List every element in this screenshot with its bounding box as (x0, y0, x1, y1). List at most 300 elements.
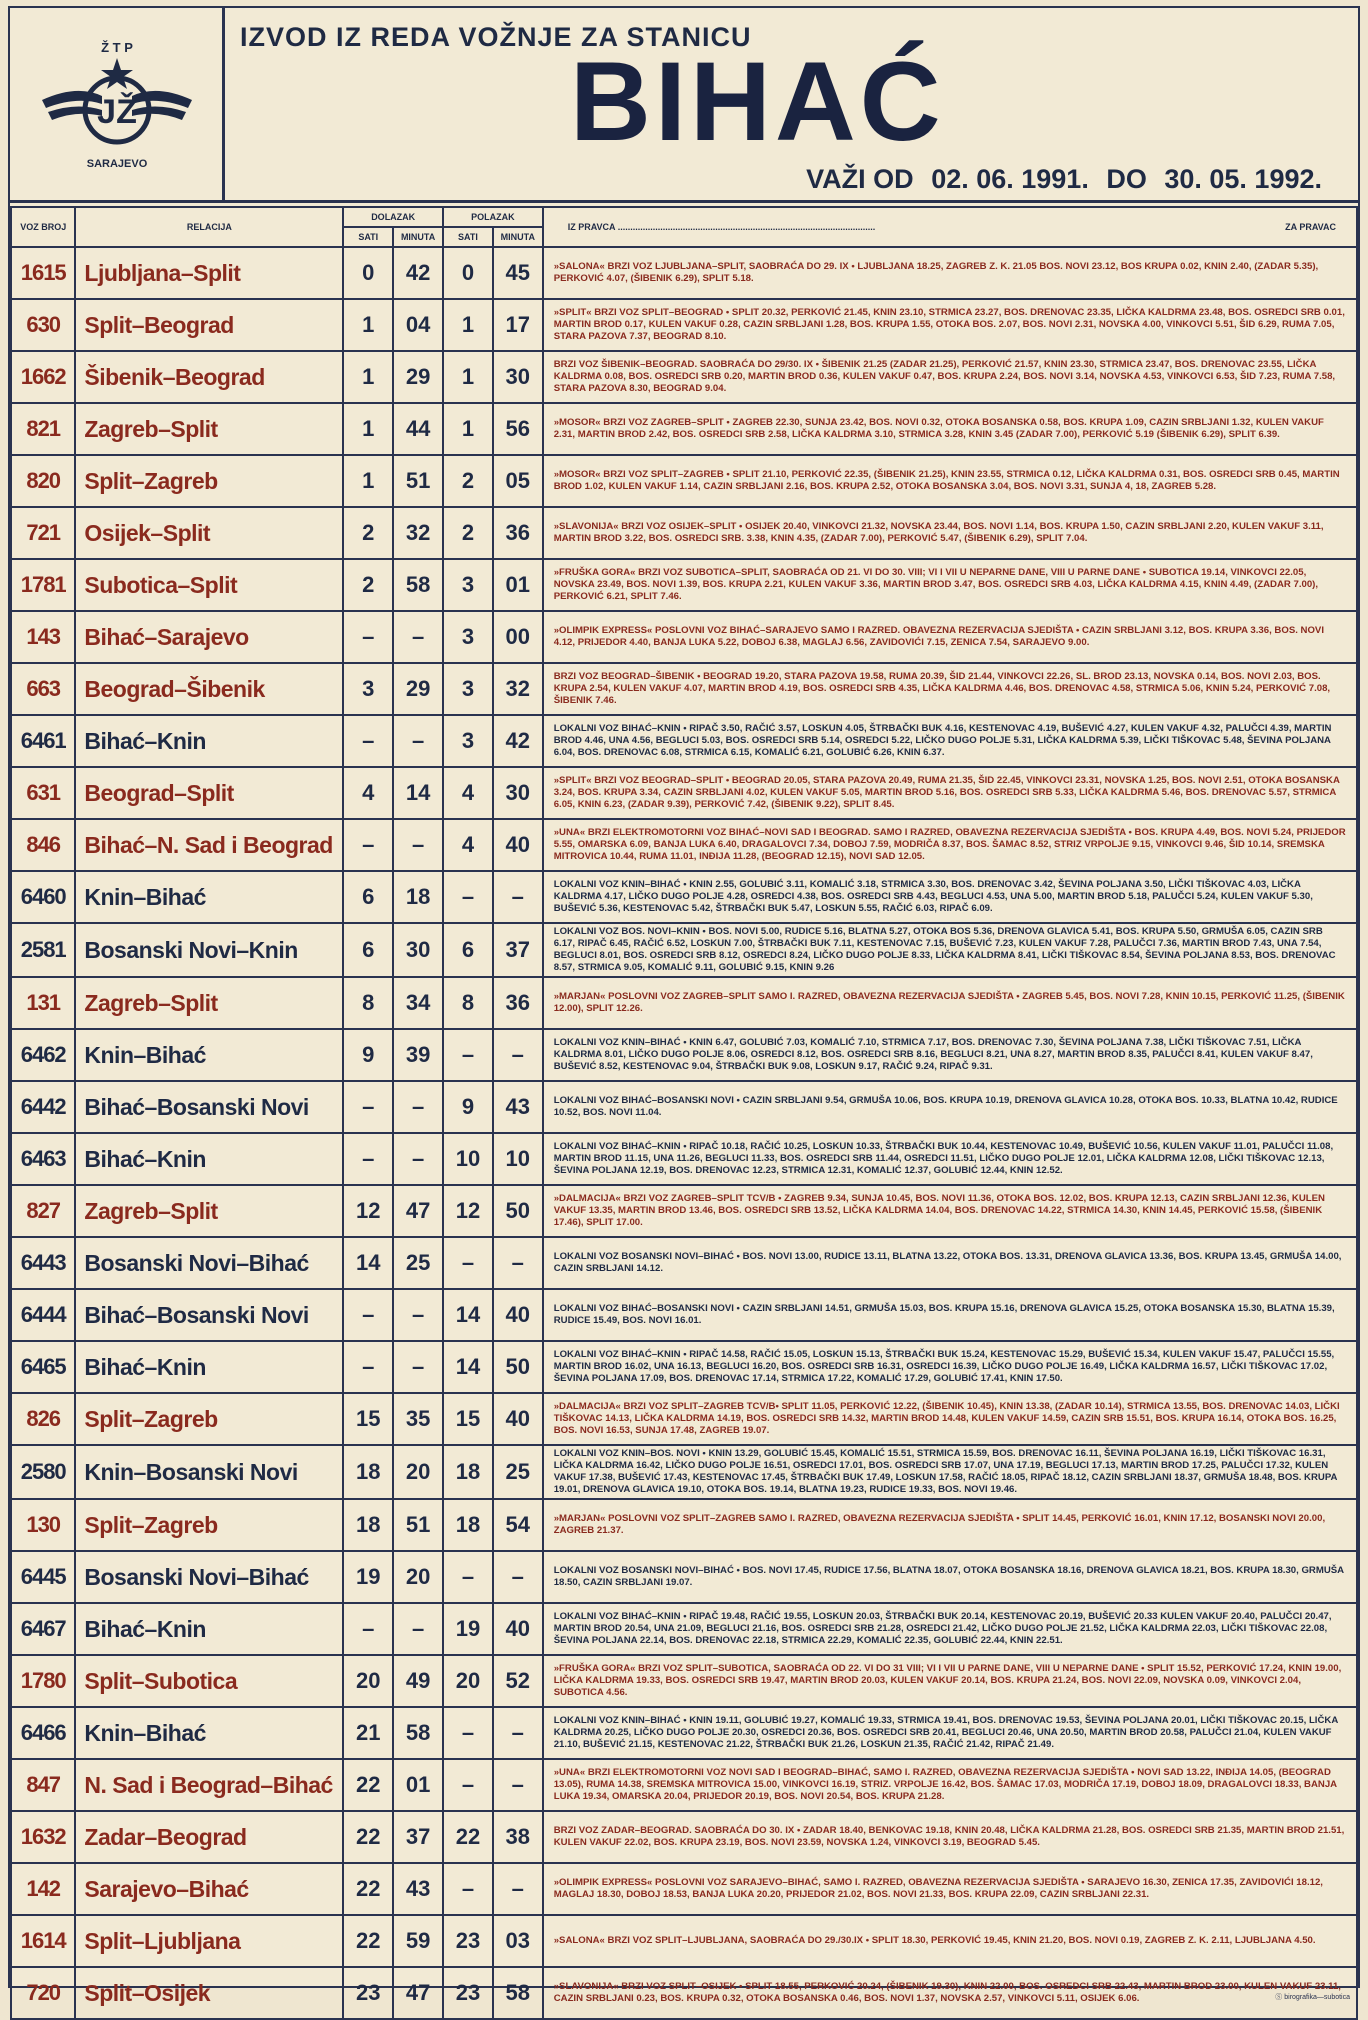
arrival-minute: 04 (393, 299, 443, 351)
table-row (11, 977, 1357, 1029)
route: Bosanski Novi–Bihać (75, 1237, 343, 1289)
table-row (11, 1759, 1357, 1811)
arrival-minute: 58 (393, 1707, 443, 1759)
arrival-minute: 25 (393, 1237, 443, 1289)
col-header-train-number: VOZ BROJ (11, 207, 75, 247)
departure-minute: 00 (493, 611, 543, 663)
arrival-minute: 47 (393, 1185, 443, 1237)
table-row (11, 1499, 1357, 1551)
departure-hour: 6 (443, 923, 493, 977)
route: Bosanski Novi–Knin (75, 923, 343, 977)
train-number: 6442 (11, 1081, 75, 1133)
arrival-hour: 6 (343, 871, 393, 923)
departure-minute: 50 (493, 1341, 543, 1393)
arrival-minute: – (393, 1603, 443, 1655)
departure-minute: 45 (493, 247, 543, 299)
departure-minute: 40 (493, 819, 543, 871)
ztp-logo-icon (32, 22, 202, 182)
departure-minute: 40 (493, 1393, 543, 1445)
route: N. Sad i Beograd–Bihać (75, 1759, 343, 1811)
arrival-minute: 51 (393, 1499, 443, 1551)
arrival-hour: 23 (343, 1967, 393, 2019)
arrival-minute: 34 (393, 977, 443, 1029)
arrival-minute: 20 (393, 1551, 443, 1603)
table-row (11, 1341, 1357, 1393)
route-stops: LOKALNI VOZ BIHAĆ–BOSANSKI NOVI • CAZIN SRBLJANI 9.54, GRMUŠA 10.06, BOS. KRUPA 10.19, DRENOVA GLAVICA 10.28, OTOKA BOS. 10.33, BLATNA 10.42, RUDICE 10.52, BOS. NOVI 11.04. (543, 1081, 1357, 1133)
train-number: 2581 (11, 923, 75, 977)
col-header-departure-hours: SATI (443, 227, 493, 247)
table-row (11, 1603, 1357, 1655)
departure-minute: 58 (493, 1967, 543, 2019)
train-number: 846 (11, 819, 75, 871)
table-row (11, 559, 1357, 611)
route: Sarajevo–Bihać (75, 1863, 343, 1915)
table-row (11, 1655, 1357, 1707)
col-header-from: IZ PRAVCA ....................................................................................................... (567, 222, 876, 232)
col-header-arrival-hours: SATI (343, 227, 393, 247)
route: Split–Subotica (75, 1655, 343, 1707)
departure-hour: 10 (443, 1133, 493, 1185)
departure-hour: 1 (443, 403, 493, 455)
arrival-hour: 1 (343, 299, 393, 351)
route-stops: LOKALNI VOZ BOSANSKI NOVI–BIHAĆ • BOS. NOVI 13.00, RUDICE 13.11, BLATNA 13.22, OTOKA BOS. 13.31, DRENOVA GLAVICA 13.36, BOS. KRUPA 13.45, GRMUŠA 14.00, CAZIN SRBLJANI 14.12. (543, 1237, 1357, 1289)
table-row (11, 923, 1357, 977)
departure-hour: 1 (443, 351, 493, 403)
departure-minute: 36 (493, 507, 543, 559)
arrival-hour: 6 (343, 923, 393, 977)
route: Zagreb–Split (75, 403, 343, 455)
arrival-hour: 22 (343, 1811, 393, 1863)
table-row (11, 1551, 1357, 1603)
arrival-minute: 01 (393, 1759, 443, 1811)
train-number: 821 (11, 403, 75, 455)
departure-hour: 1 (443, 299, 493, 351)
arrival-minute: – (393, 611, 443, 663)
route: Osijek–Split (75, 507, 343, 559)
train-number: 631 (11, 767, 75, 819)
departure-minute: 03 (493, 1915, 543, 1967)
arrival-hour: 1 (343, 403, 393, 455)
route-stops: »MARJAN« POSLOVNI VOZ SPLIT–ZAGREB SAMO I. RAZRED, OBAVEZNA REZERVACIJA SJEDIŠTA • SPLIT 14.45, PERKOVIĆ 16.01, KNIN 17.12, BOSANSKI NOVI 20.00, ZAGREB 21.37. (543, 1499, 1357, 1551)
train-number: 131 (11, 977, 75, 1029)
arrival-minute: 18 (393, 871, 443, 923)
timetable-body (11, 247, 1357, 2019)
route-stops: BRZI VOZ ŠIBENIK–BEOGRAD. SAOBRAĆA DO 29/30. IX • ŠIBENIK 21.25 (ZADAR 21.25), PERKOVIĆ 21.57, KNIN 23.30, STRMICA 23.47, BOS. DRENOVAC 23.55, LIČKA KALDRMA 0.08, BOS. OSREDCI SRB 0.20, MARTIN BROD 0.36, KULEN VAKUF 0.47, BOS. KRUPA 2.24, BOS. NOVI 3.14, NOVSKA 4.53, VINKOVCI 6.53, ŠID 7.23, RUMA 7.58, STARA PAZOVA 8.30, BEOGRAD 9.04. (543, 351, 1357, 403)
arrival-minute: – (393, 1133, 443, 1185)
arrival-minute: – (393, 1341, 443, 1393)
table-row (11, 1863, 1357, 1915)
arrival-hour: 3 (343, 663, 393, 715)
table-row (11, 507, 1357, 559)
departure-hour: 23 (443, 1967, 493, 2019)
train-number: 2580 (11, 1445, 75, 1499)
route-stops: »OLIMPIK EXPRESS« POSLOVNI VOZ BIHAĆ–SARAJEVO SAMO I RAZRED. OBAVEZNA REZERVACIJA SJEDIŠTA • CAZIN SRBLJANI 3.12, BOS. KRUPA 3.36, BOS. NOVI 4.12, PRIJEDOR 4.40, BANJA LUKA 5.22, DOBOJ 6.38, MAGLAJ 6.56, ZAVIDOVIĆI 7.15, ZENICA 7.54, SARAJEVO 9.00. (543, 611, 1357, 663)
departure-minute: 54 (493, 1499, 543, 1551)
departure-hour: – (443, 1863, 493, 1915)
col-header-arrival-minutes: MINUTA (393, 227, 443, 247)
arrival-hour: 1 (343, 351, 393, 403)
departure-minute: – (493, 871, 543, 923)
arrival-minute: 44 (393, 403, 443, 455)
train-number: 1615 (11, 247, 75, 299)
departure-minute: 36 (493, 977, 543, 1029)
route-stops: »DALMACIJA« BRZI VOZ SPLIT–ZAGREB TCV/B• SPLIT 11.05, PERKOVIĆ 12.22, (ŠIBENIK 10.45), KNIN 13.38, (ZADAR 10.14), STRMICA 13.55, BOS. DRENOVAC 14.03, LIČKI TIŠKOVAC 14.13, LIČKA KALDRMA 14.19, BOS. OSREDCI SRB 14.32, MARTIN BROD 14.48, KULEN VAKUF 14.59, CAZIN SRB 15.51, BOS. KRUPA 16.14, OTOKA BOS. 16.25, BOS. NOVI 16.53, SUNJA 17.48, ZAGREB 19.07. (543, 1393, 1357, 1445)
departure-hour: – (443, 1237, 493, 1289)
arrival-hour: 22 (343, 1759, 393, 1811)
table-row (11, 1133, 1357, 1185)
arrival-hour: 2 (343, 559, 393, 611)
departure-hour: – (443, 871, 493, 923)
departure-minute: 30 (493, 767, 543, 819)
table-row (11, 715, 1357, 767)
route-stops: LOKALNI VOZ KNIN–BIHAĆ • KNIN 2.55, GOLUBIĆ 3.11, KOMALIĆ 3.18, STRMICA 3.30, BOS. DRENOVAC 3.42, ŠEVINA POLJANA 3.50, LIČKI TIŠKOVAC 4.03, LIČKA KALDRMA 4.17, LIČKO DUGO POLJE 4.28, OSREDCI 4.38, BOS. OSREDCI SRB 4.43, BEGLUCI 4.53, UNA 5.00, MARTIN BROD 5.18, PALUČCI 5.24, KULEN VAKUF 5.30, BUŠEVIĆ 5.36, KESTENOVAC 5.42, ŠTRBAČKI BUK 5.47, LOSKUN 5.55, RAČIĆ 6.03, RIPAČ 6.09. (543, 871, 1357, 923)
route-stops: »DALMACIJA« BRZI VOZ ZAGREB–SPLIT TCV/B • ZAGREB 9.34, SUNJA 10.45, BOS. NOVI 11.36, OTOKA BOS. 12.02, BOS. KRUPA 12.13, CAZIN SRBLJANI 12.36, KULEN VAKUF 13.35, MARTIN BROD 13.46, BOS. OSREDCI SRB 13.52, LIČKA KALDRMA 14.04, BOS. DRENOVAC 14.22, STRMICA 14.30, KNIN 14.45, PERKOVIĆ 15.58, (ŠIBENIK 17.46), SPLIT 17.00. (543, 1185, 1357, 1237)
departure-hour: 19 (443, 1603, 493, 1655)
departure-hour: 14 (443, 1341, 493, 1393)
route: Ljubljana–Split (75, 247, 343, 299)
departure-hour: 4 (443, 767, 493, 819)
train-number: 6445 (11, 1551, 75, 1603)
route: Zagreb–Split (75, 1185, 343, 1237)
departure-minute: 42 (493, 715, 543, 767)
departure-minute: 32 (493, 663, 543, 715)
route-stops: BRZI VOZ ZADAR–BEOGRAD. SAOBRAĆA DO 30. IX • ZADAR 18.40, BENKOVAC 19.18, KNIN 20.48, LIČKA KALDRMA 21.28, BOS. OSREDCI SRB 21.35, MARTIN BROD 21.51, KULEN VAKUF 22.02, BOS. KRUPA 23.19, BOS. NOVI 23.59, NOVSKA 1.24, VINKOVCI 3.19, BEOGRAD 5.45. (543, 1811, 1357, 1863)
departure-hour: 18 (443, 1445, 493, 1499)
route: Split–Osijek (75, 1967, 343, 2019)
departure-hour: 12 (443, 1185, 493, 1237)
departure-minute: 05 (493, 455, 543, 507)
route-stops: LOKALNI VOZ BIHAĆ–BOSANSKI NOVI • CAZIN SRBLJANI 14.51, GRMUŠA 15.03, BOS. KRUPA 15.16, DRENOVA GLAVICA 15.25, OTOKA BOSANSKA 15.30, BLATNA 15.39, RUDICE 15.49, BOS. NOVI 16.01. (543, 1289, 1357, 1341)
train-number: 6461 (11, 715, 75, 767)
departure-hour: 20 (443, 1655, 493, 1707)
route: Knin–Bosanski Novi (75, 1445, 343, 1499)
arrival-hour: 18 (343, 1499, 393, 1551)
departure-minute: 10 (493, 1133, 543, 1185)
departure-minute: 52 (493, 1655, 543, 1707)
table-row (11, 663, 1357, 715)
route-stops: LOKALNI VOZ BOS. NOVI–KNIN • BOS. NOVI 5.00, RUDICE 5.16, BLATNA 5.27, OTOKA BOS 5.36, DRENOVA GLAVICA 5.41, BOS. KRUPA 5.50, GRMUŠA 6.05, CAZIN SRB 6.17, RIPAČ 6.45, RAČIĆ 6.52, LOSKUN 7.00, ŠTRBAČKI BUK 7.11, KESTENOVAC 7.15, BUŠEVIĆ 7.23, KULEN VAKUF 7.28, PALUČCI 7.36, MARTIN BROD 7.43, UNA 7.54, BEGLUCI 8.01, BOS. OSREDCI SRB 8.12, OSREDCI 8.24, LIČKO DUGO POLJE 8.33, LIČKA KALDRMA 8.41, LIČKI TIŠKOVAC 8.54, ŠEVINA POLJANA 8.53, BOS. DRENOVAC 8.57, STRMICA 9.05, KOMALIĆ 9.11, GOLUBIĆ 9.15, KNIN 9.26 (543, 923, 1357, 977)
train-number: 630 (11, 299, 75, 351)
route-stops: LOKALNI VOZ BOSANSKI NOVI–BIHAĆ • BOS. NOVI 17.45, RUDICE 17.56, BLATNA 18.07, OTOKA BOSANSKA 18.16, DRENOVA GLAVICA 18.21, BOS. KRUPA 18.30, GRMUŠA 18.50, CAZIN SRBLJANI 19.07. (543, 1551, 1357, 1603)
route: Split–Zagreb (75, 1393, 343, 1445)
validity-period (806, 164, 1332, 195)
route: Split–Beograd (75, 299, 343, 351)
arrival-hour: 12 (343, 1185, 393, 1237)
departure-minute: – (493, 1863, 543, 1915)
departure-minute: 37 (493, 923, 543, 977)
arrival-minute: – (393, 715, 443, 767)
route-stops: »SLAVONIJA« BRZI VOZ SPLIT–OSIJEK • SPLIT 18.55, PERKOVIĆ 20.24, (ŠIBENIK 19.30), KNIN 22.00, BOS. OSREDCI SRB 22.43, MARTIN BROD 23.00, KULEN VAKUF 23.11, CAZIN SRBLJANI 0.23, BOS. KRUPA 0.32, OTOKA BOSANSKA 0.46, BOS. NOVI 1.37, NOVSKA 2.57, VINKOVCI 5.11, OSIJEK 6.06. (543, 1967, 1357, 2019)
arrival-hour: 1 (343, 455, 393, 507)
arrival-minute: 58 (393, 559, 443, 611)
departure-minute: 25 (493, 1445, 543, 1499)
route: Bihać–Knin (75, 1603, 343, 1655)
train-number: 130 (11, 1499, 75, 1551)
train-number: 6462 (11, 1029, 75, 1081)
arrival-minute: – (393, 1289, 443, 1341)
train-number: 1781 (11, 559, 75, 611)
col-header-departure-minutes: MINUTA (493, 227, 543, 247)
departure-minute: 01 (493, 559, 543, 611)
route-stops: LOKALNI VOZ KNIN–BIHAĆ • KNIN 6.47, GOLUBIĆ 7.03, KOMALIĆ 7.10, STRMICA 7.17, BOS. DRENOVAC 7.30, ŠEVINA POLJANA 7.38, LIČKI TIŠKOVAC 7.51, LIČKA KALDRMA 8.01, LIČKO DUGO POLJE 8.06, OSREDCI 8.12, BOS. OSREDCI SRB 8.16, BEGLUCI 8.21, UNA 8.27, MARTIN BROD 8.35, PALUČCI 8.41, KULEN VAKUF 8.47, BUŠEVIĆ 8.52, KESTENOVAC 9.04, ŠTRBAČKI BUK 9.08, LOSKUN 9.17, RAČIĆ 9.24, RIPAČ 9.31. (543, 1029, 1357, 1081)
departure-minute: – (493, 1551, 543, 1603)
route: Split–Zagreb (75, 455, 343, 507)
route: Split–Zagreb (75, 1499, 343, 1551)
arrival-hour: 14 (343, 1237, 393, 1289)
departure-minute: – (493, 1759, 543, 1811)
table-row (11, 819, 1357, 871)
arrival-minute: 20 (393, 1445, 443, 1499)
table-row (11, 1289, 1357, 1341)
col-header-direction (543, 207, 1357, 247)
train-number: 6465 (11, 1341, 75, 1393)
route-stops: »SPLIT« BRZI VOZ SPLIT–BEOGRAD • SPLIT 20.32, PERKOVIĆ 21.45, KNIN 23.10, STRMICA 23.27, BOS. DRENOVAC 23.35, LIČKA KALDRMA 23.48, BOS. OSREDCI SRB 0.01, MARTIN BROD 0.17, KULEN VAKUF 0.28, CAZIN SRBLJANI 1.28, BOS. KRUPA 1.55, OTOKA BOS. 2.07, BOS. NOVI 2.31, NOVSKA 4.00, VINKOVCI 5.51, ŠID 6.29, RUMA 7.05, STARA PAZOVA 7.37, BEOGRAD 8.10. (543, 299, 1357, 351)
route-stops: BRZI VOZ BEOGRAD–ŠIBENIK • BEOGRAD 19.20, STARA PAZOVA 19.58, RUMA 20.39, ŠID 21.44, VINKOVCI 22.26, SL. BROD 23.13, NOVSKA 0.14, BOS. NOVI 2.03, BOS. KRUPA 2.54, KULEN VAKUF 4.07, MARTIN BROD 4.19, BOS. OSREDCI SRB 4.35, LIČKA KALDRMA 4.46, BOS. DRENOVAC 4.58, STRMICA 5.06, KNIN 5.24, PERKOVIĆ 7.08, ŠIBENIK 7.46. (543, 663, 1357, 715)
departure-minute: 50 (493, 1185, 543, 1237)
arrival-hour: – (343, 819, 393, 871)
train-number: 1780 (11, 1655, 75, 1707)
train-number: 6460 (11, 871, 75, 923)
train-number: 847 (11, 1759, 75, 1811)
train-number: 6466 (11, 1707, 75, 1759)
arrival-minute: – (393, 1081, 443, 1133)
valid-to: 30. 05. 1992. (1164, 164, 1322, 194)
route-stops: »MARJAN« POSLOVNI VOZ ZAGREB–SPLIT SAMO I. RAZRED, OBAVEZNA REZERVACIJA SJEDIŠTA • ZAGREB 5.45, BOS. NOVI 7.28, KNIN 10.15, PERKOVIĆ 11.25, (ŠIBENIK 12.00), SPLIT 12.26. (543, 977, 1357, 1029)
route: Bosanski Novi–Bihać (75, 1551, 343, 1603)
arrival-hour: 22 (343, 1863, 393, 1915)
arrival-hour: 8 (343, 977, 393, 1029)
route-stops: »OLIMPIK EXPRESS« POSLOVNI VOZ SARAJEVO–BIHAĆ, SAMO I. RAZRED, OBAVEZNA REZERVACIJA SJEDIŠTA • SARAJEVO 16.30, ZENICA 17.35, ZAVIDOVIĆI 18.12, MAGLAJ 18.30, DOBOJ 18.53, BANJA LUKA 20.20, PRIJEDOR 21.02, BOS. NOVI 21.33, BOS. KRUPA 22.09, CAZIN SRBLJANI 22.31. (543, 1863, 1357, 1915)
departure-minute: – (493, 1707, 543, 1759)
departure-minute: 43 (493, 1081, 543, 1133)
departure-minute: 38 (493, 1811, 543, 1863)
route: Knin–Bihać (75, 1707, 343, 1759)
route-stops: »SPLIT« BRZI VOZ BEOGRAD–SPLIT • BEOGRAD 20.05, STARA PAZOVA 20.49, RUMA 21.35, ŠID 22.45, VINKOVCI 23.31, NOVSKA 1.25, BOS. NOVI 2.51, OTOKA BOSANSKA 3.24, BOS. KRUPA 3.34, CAZIN SRBLJANI 4.02, KULEN VAKUF 5.05, MARTIN BROD 5.16, BOS. OSREDCI SRB 5.33, LIČKA KALDRMA 5.46, BOS. DRENOVAC 5.57, STRMICA 6.05, KNIN 6.23, (ZADAR 9.39), PERKOVIĆ 7.42, (ŠIBENIK 9.22), SPLIT 8.45. (543, 767, 1357, 819)
col-header-departure: POLAZAK (443, 207, 543, 227)
arrival-hour: – (343, 1603, 393, 1655)
departure-hour: – (443, 1029, 493, 1081)
arrival-hour: 22 (343, 1915, 393, 1967)
arrival-hour: 21 (343, 1707, 393, 1759)
logo-mid-text: JŽ (97, 93, 137, 131)
departure-hour: 0 (443, 247, 493, 299)
table-row (11, 871, 1357, 923)
arrival-hour: – (343, 1289, 393, 1341)
logo-top-text: Ž T P (101, 40, 133, 55)
arrival-hour: 2 (343, 507, 393, 559)
table-row (11, 1967, 1357, 2019)
route-stops: »UNA« BRZI ELEKTROMOTORNI VOZ BIHAĆ–NOVI SAD I BEOGRAD. SAMO I RAZRED, OBAVEZNA REZERVACIJA SJEDIŠTA • BOS. KRUPA 4.49, BOS. NOVI 5.24, PRIJEDOR 5.55, OMARSKA 6.09, BANJA LUKA 6.40, DRAGALOVCI 7.34, DOBOJ 7.59, MODRIČA 8.37, BOS. ŠAMAC 8.52, STRIZ VRPOLJE 9.15, VINKOVCI 9.46, ŠID 10.14, SREMSKA MITROVICA 10.44, RUMA 11.01, INĐIJA 11.28, (BEOGRAD 12.15), NOVI SAD 12.05. (543, 819, 1357, 871)
arrival-minute: 37 (393, 1811, 443, 1863)
page-title: IZVOD IZ REDA VOŽNJE ZA STANICU (240, 22, 752, 52)
arrival-hour: 19 (343, 1551, 393, 1603)
departure-hour: 3 (443, 559, 493, 611)
table-row (11, 1393, 1357, 1445)
route: Bihać–Bosanski Novi (75, 1289, 343, 1341)
poster-header (10, 8, 1358, 203)
route-stops: LOKALNI VOZ KNIN–BIHAĆ • KNIN 19.11, GOLUBIĆ 19.27, KOMALIĆ 19.33, STRMICA 19.41, BOS. DRENOVAC 19.53, ŠEVINA POLJANA 20.01, LIČKI TIŠKOVAC 20.15, LIČKA KALDRMA 20.25, LIČKO DUGO POLJE 20.30, OSREDCI 20.36, BOS. OSREDCI SRB 20.41, BEGLUCI 20.46, UNA 20.50, MARTIN BROD 20.58, PALUČCI 21.04, KULEN VAKUF 21.10, BUŠEVIĆ 21.15, KESTENOVAC 21.22, ŠTRBAČKI BUK 21.26, LOSKUN 21.35, RAČIĆ 21.42, RIPAČ 21.49. (543, 1707, 1357, 1759)
arrival-hour: 9 (343, 1029, 393, 1081)
route-stops: LOKALNI VOZ BIHAĆ–KNIN • RIPAČ 14.58, RAČIĆ 15.05, LOSKUN 15.13, ŠTRBAČKI BUK 15.24, KESTENOVAC 15.29, BUŠEVIĆ 15.34, KULEN VAKUF 15.47, PALUČCI 15.55, MARTIN BROD 16.02, UNA 16.13, BEGLUCI 16.20, BOS. OSREDCI SRB 16.31, OSREDCI 16.39, LIČKO DUGO POLJE 16.49, LIČKA KALDRMA 16.57, LIČKI TIŠKOVAC 17.02, ŠEVINA POLJANA 17.09, BOS. DRENOVAC 17.14, STRMICA 17.22, KOMALIĆ 17.29, GOLUBIĆ 17.41, KNIN 17.50. (543, 1341, 1357, 1393)
route: Bihać–Knin (75, 715, 343, 767)
arrival-minute: 51 (393, 455, 443, 507)
route: Bihać–Knin (75, 1341, 343, 1393)
train-number: 820 (11, 455, 75, 507)
departure-minute: 30 (493, 351, 543, 403)
train-number: 663 (11, 663, 75, 715)
departure-hour: 3 (443, 663, 493, 715)
route: Zagreb–Split (75, 977, 343, 1029)
printer-credit: Ⓢ birografika—subotica (1275, 1994, 1350, 2001)
table-row (11, 351, 1357, 403)
route-stops: LOKALNI VOZ BIHAĆ–KNIN • RIPAČ 3.50, RAČIĆ 3.57, LOSKUN 4.05, ŠTRBAČKI BUK 4.16, KESTENOVAC 4.19, BUŠEVIĆ 4.27, KULEN VAKUF 4.32, PALUČCI 4.39, MARTIN BROD 4.46, UNA 4.56, BEGLUCI 5.03, BOS. OSREDCI SRB 5.14, OSREDCI 5.22, LIČKO DUGO POLJE 5.31, LIČKA KALDRMA 5.39, LIČKI TIŠKOVAC 5.48, ŠEVINA POLJANA 6.04, BOS. DRENOVAC 6.08, STRMICA 6.15, KOMALIĆ 6.21, GOLUBIĆ 6.26, KNIN 6.37. (543, 715, 1357, 767)
route: Split–Ljubljana (75, 1915, 343, 1967)
route: Bihać–Knin (75, 1133, 343, 1185)
departure-minute: 56 (493, 403, 543, 455)
train-number: 6444 (11, 1289, 75, 1341)
arrival-hour: 4 (343, 767, 393, 819)
departure-hour: 9 (443, 1081, 493, 1133)
departure-hour: 23 (443, 1915, 493, 1967)
arrival-minute: 29 (393, 663, 443, 715)
valid-from: 02. 06. 1991. (931, 164, 1089, 194)
departure-hour: 3 (443, 715, 493, 767)
route: Knin–Bihać (75, 1029, 343, 1081)
col-header-arrival: DOLAZAK (343, 207, 443, 227)
route: Bihać–Sarajevo (75, 611, 343, 663)
valid-mid: DO (1106, 164, 1147, 194)
table-row (11, 1445, 1357, 1499)
table-row (11, 299, 1357, 351)
route: Bihać–N. Sad i Beograd (75, 819, 343, 871)
route-stops: »SLAVONIJA« BRZI VOZ OSIJEK–SPLIT • OSIJEK 20.40, VINKOVCI 21.32, NOVSKA 23.44, BOS. NOVI 1.14, BOS. KRUPA 1.50, CAZIN SRBLJANI 2.20, KULEN VAKUF 3.11, MARTIN BROD 3.22, BOS. OSREDCI SRB. 3.38, KNIN 4.35, (ZADAR 7.00), PERKOVIĆ 5.47, (ŠIBENIK 6.29), SPLIT 7.04. (543, 507, 1357, 559)
arrival-hour: – (343, 1081, 393, 1133)
departure-hour: 14 (443, 1289, 493, 1341)
arrival-hour: 20 (343, 1655, 393, 1707)
route-stops: »MOSOR« BRZI VOZ SPLIT–ZAGREB • SPLIT 21.10, PERKOVIĆ 22.35, (ŠIBENIK 21.25), KNIN 23.55, STRMICA 0.12, LIČKA KALDRMA 0.31, BOS. OSREDCI SRB 0.45, MARTIN BROD 1.02, KULEN VAKUF 1.14, CAZIN SRBLJANI 2.16, BOS. KRUPA 2.52, OTOKA BOSANSKA 3.04, BOS. NOVI 3.31, SUNJA 4, 18, ZAGREB 5.28. (543, 455, 1357, 507)
train-number: 720 (11, 1967, 75, 2019)
departure-hour: 8 (443, 977, 493, 1029)
route: Beograd–Split (75, 767, 343, 819)
train-number: 1662 (11, 351, 75, 403)
arrival-minute: 42 (393, 247, 443, 299)
train-number: 826 (11, 1393, 75, 1445)
arrival-hour: 18 (343, 1445, 393, 1499)
train-number: 6463 (11, 1133, 75, 1185)
table-row (11, 1029, 1357, 1081)
table-row (11, 767, 1357, 819)
table-row (11, 455, 1357, 507)
route-stops: »FRUŠKA GORA« BRZI VOZ SUBOTICA–SPLIT, SAOBRAĆA OD 21. VI DO 30. VIII; VI I VII U NEPARNE DANE, VIII U PARNE DANE • SUBOTICA 19.14, VINKOVCI 22.05, NOVSKA 23.49, BOS. NOVI 1.39, BOS. KRUPA 2.21, KULEN VAKUF 3.36, MARTIN BROD 3.47, BOS. OSREDCI SRB 4.03, LIČKA KALDRMA 4.15, KNIN 4.49, (ZADAR 7.00), PERKOVIĆ 6.21, SPLIT 7.46. (543, 559, 1357, 611)
valid-prefix: VAŽI OD (806, 164, 914, 194)
arrival-hour: – (343, 1341, 393, 1393)
arrival-minute: 32 (393, 507, 443, 559)
route-stops: LOKALNI VOZ BIHAĆ–KNIN • RIPAČ 10.18, RAČIĆ 10.25, LOSKUN 10.33, ŠTRBAČKI BUK 10.44, KESTENOVAC 10.49, BUŠEVIĆ 10.56, KULEN VAKUF 11.01, PALUČCI 11.08, MARTIN BROD 11.15, UNA 11.26, BEGLUCI 11.33, BOS. OSREDCI SRB 11.44, OSREDCI 11.51, LIČKO DUGO POLJE 12.01, LIČKA KALDRMA 12.08, LIČKI TIŠKOVAC 12.13, ŠEVINA POLJANA 12.19, BOS. DRENOVAC 12.23, STRMICA 12.31, KOMALIĆ 12.37, GOLUBIĆ 12.44, KNIN 12.52. (543, 1133, 1357, 1185)
departure-hour: 22 (443, 1811, 493, 1863)
arrival-hour: 0 (343, 247, 393, 299)
departure-minute: 17 (493, 299, 543, 351)
arrival-hour: 15 (343, 1393, 393, 1445)
departure-hour: 15 (443, 1393, 493, 1445)
route: Beograd–Šibenik (75, 663, 343, 715)
train-number: 827 (11, 1185, 75, 1237)
route-stops: »UNA« BRZI ELEKTROMOTORNI VOZ NOVI SAD I BEOGRAD–BIHAĆ, SAMO I. RAZRED, OBAVEZNA REZERVACIJA SJEDIŠTA • NOVI SAD 13.22, INĐIJA 14.05, (BEOGRAD 13.05), RUMA 14.38, SREMSKA MITROVICA 15.00, VINKOVCI 16.19, STRIZ. VRPOLJE 16.42, BOS. ŠAMAC 17.03, MODRIČA 17.19, DOBOJ 18.09, DRAGALOVCI 18.33, BANJA LUKA 19.34, OMARSKA 20.04, PRIJEDOR 20.19, BOS. NOVI 20.54, BOS. KRUPA 21.28. (543, 1759, 1357, 1811)
col-header-route: RELACIJA (75, 207, 343, 247)
route: Bihać–Bosanski Novi (75, 1081, 343, 1133)
route-stops: LOKALNI VOZ KNIN–BOS. NOVI • KNIN 13.29, GOLUBIĆ 15.45, KOMALIĆ 15.51, STRMICA 15.59, BOS. DRENOVAC 16.11, ŠEVINA POLJANA 16.19, LIČKI TIŠKOVAC 16.31, LIČKA KALDRMA 16.42, LIČKO DUGO POLJE 16.51, OSREDCI 17.01, BOS. OSREDCI SRB 17.07, UNA 17.19, BEGLUCI 17.13, MARTIN BROD 17.25, PALUČCI 17.32, KULEN VAKUF 17.38, BUŠEVIĆ 17.43, KESTENOVAC 17.45, ŠTRBAČKI BUK 17.49, LOSKUN 17.58, RAČIĆ 18.05, RIPAČ 18.12, CAZIN SRBLJANI 18.37, GRMUŠA 18.48, BOS. KRUPA 19.01, DRENOVA GLAVICA 19.10, OTOKA BOS. 19.14, BLATNA 19.23, RUDICE 19.33, BOS. NOVI 19.46. (543, 1445, 1357, 1499)
departure-hour: 4 (443, 819, 493, 871)
table-row (11, 1185, 1357, 1237)
table-row (11, 403, 1357, 455)
departure-hour: – (443, 1551, 493, 1603)
departure-minute: 40 (493, 1289, 543, 1341)
route: Subotica–Split (75, 559, 343, 611)
arrival-minute: 35 (393, 1393, 443, 1445)
departure-hour: – (443, 1707, 493, 1759)
route-stops: »SALONA« BRZI VOZ SPLIT–LJUBLJANA, SAOBRAĆA DO 29./30.IX • SPLIT 18.30, PERKOVIĆ 19.45, KNIN 21.20, BOS. NOVI 0.19, ZAGREB Z. K. 2.11, LJUBLJANA 4.50. (543, 1915, 1357, 1967)
arrival-minute: 14 (393, 767, 443, 819)
departure-minute: – (493, 1029, 543, 1081)
table-row (11, 611, 1357, 663)
arrival-minute: 39 (393, 1029, 443, 1081)
train-number: 6443 (11, 1237, 75, 1289)
route: Knin–Bihać (75, 871, 343, 923)
table-row (11, 1237, 1357, 1289)
arrival-minute: 30 (393, 923, 443, 977)
station-name: BIHAĆ (570, 39, 945, 164)
route: Šibenik–Beograd (75, 351, 343, 403)
train-number: 6467 (11, 1603, 75, 1655)
logo-bottom-text: SARAJEVO (86, 158, 148, 170)
departure-minute: 40 (493, 1603, 543, 1655)
train-number: 142 (11, 1863, 75, 1915)
arrival-minute: 49 (393, 1655, 443, 1707)
arrival-minute: 29 (393, 351, 443, 403)
table-row (11, 1707, 1357, 1759)
arrival-minute: 43 (393, 1863, 443, 1915)
train-number: 1614 (11, 1915, 75, 1967)
table-row (11, 247, 1357, 299)
table-row (11, 1081, 1357, 1133)
train-number: 721 (11, 507, 75, 559)
departure-minute: – (493, 1237, 543, 1289)
logo-box (10, 8, 225, 200)
train-number: 1632 (11, 1811, 75, 1863)
route-stops: »FRUŠKA GORA« BRZI VOZ SPLIT–SUBOTICA, SAOBRAĆA OD 22. VI DO 31 VIII; VI I VII U PARNE DANE, VIII U NEPARNE DANE • SPLIT 15.52, PERKOVIĆ 17.24, KNIN 19.00, LIČKA KALDRMA 19.33, BOS. OSREDCI SRB 19.47, MARTIN BROD 20.03, KULEN VAKUF 20.14, BOS. KRUPA 21.24, BOS. NOVI 22.09, NOVSKA 0.09, VINKOVCI 2.04, SUBOTICA 4.56. (543, 1655, 1357, 1707)
route: Zadar–Beograd (75, 1811, 343, 1863)
route-stops: »SALONA« BRZI VOZ LJUBLJANA–SPLIT, SAOBRAĆA DO 29. IX • LJUBLJANA 18.25, ZAGREB Z. K. 21.05 BOS. NOVI 23.12, BOS KRUPA 0.02, KNIN 2.40, (ZADAR 5.35), PERKOVIĆ 4.07, (ŠIBENIK 6.29), SPLIT 5.18. (543, 247, 1357, 299)
route-stops: LOKALNI VOZ BIHAĆ–KNIN • RIPAČ 19.48, RAČIĆ 19.55, LOSKUN 20.03, ŠTRBAČKI BUK 20.14, KESTENOVAC 20.19, BUŠEVIĆ 20.33 KULEN VAKUF 20.40, PALUČCI 20.47, MARTIN BROD 20.54, UNA 21.09, BEGLUCI 21.16, BOS. OSREDCI SRB 21.28, OSREDCI 21.42, LIČKO DUGO POLJE 21.52, LIČKA KALDRMA 22.03, LIČKI TIŠKOVAC 22.08, ŠEVINA POLJANA 22.14, BOS. DRENOVAC 22.18, STRMICA 22.29, KOMALIĆ 22.35, GOLUBIĆ 22.44, KNIN 22.51. (543, 1603, 1357, 1655)
timetable-poster (8, 6, 1360, 2006)
route-stops: »MOSOR« BRZI VOZ ZAGREB–SPLIT • ZAGREB 22.30, SUNJA 23.42, BOS. NOVI 0.32, OTOKA BOSANSKA 0.58, BOS. KRUPA 1.09, CAZIN SRBLJANI 1.32, KULEN VAKUF 2.31, MARTIN BROD 2.42, BOS. OSREDCI SRB 2.58, LIČKA KALDRMA 3.10, STRMICA 3.28, KNIN 3.45 (ZADAR 7.00), PERKOVIĆ 5.19 (ŠIBENIK 6.29), SPLIT 6.39. (543, 403, 1357, 455)
table-row (11, 1811, 1357, 1863)
arrival-minute: – (393, 819, 443, 871)
arrival-minute: 59 (393, 1915, 443, 1967)
arrival-hour: – (343, 1133, 393, 1185)
timetable (10, 206, 1358, 2020)
departure-hour: – (443, 1759, 493, 1811)
table-row (11, 1915, 1357, 1967)
arrival-hour: – (343, 715, 393, 767)
departure-hour: 2 (443, 455, 493, 507)
departure-hour: 3 (443, 611, 493, 663)
arrival-minute: 47 (393, 1967, 443, 2019)
departure-hour: 18 (443, 1499, 493, 1551)
train-number: 143 (11, 611, 75, 663)
col-header-to: ZA PRAVAC (1285, 222, 1336, 232)
departure-hour: 2 (443, 507, 493, 559)
arrival-hour: – (343, 611, 393, 663)
